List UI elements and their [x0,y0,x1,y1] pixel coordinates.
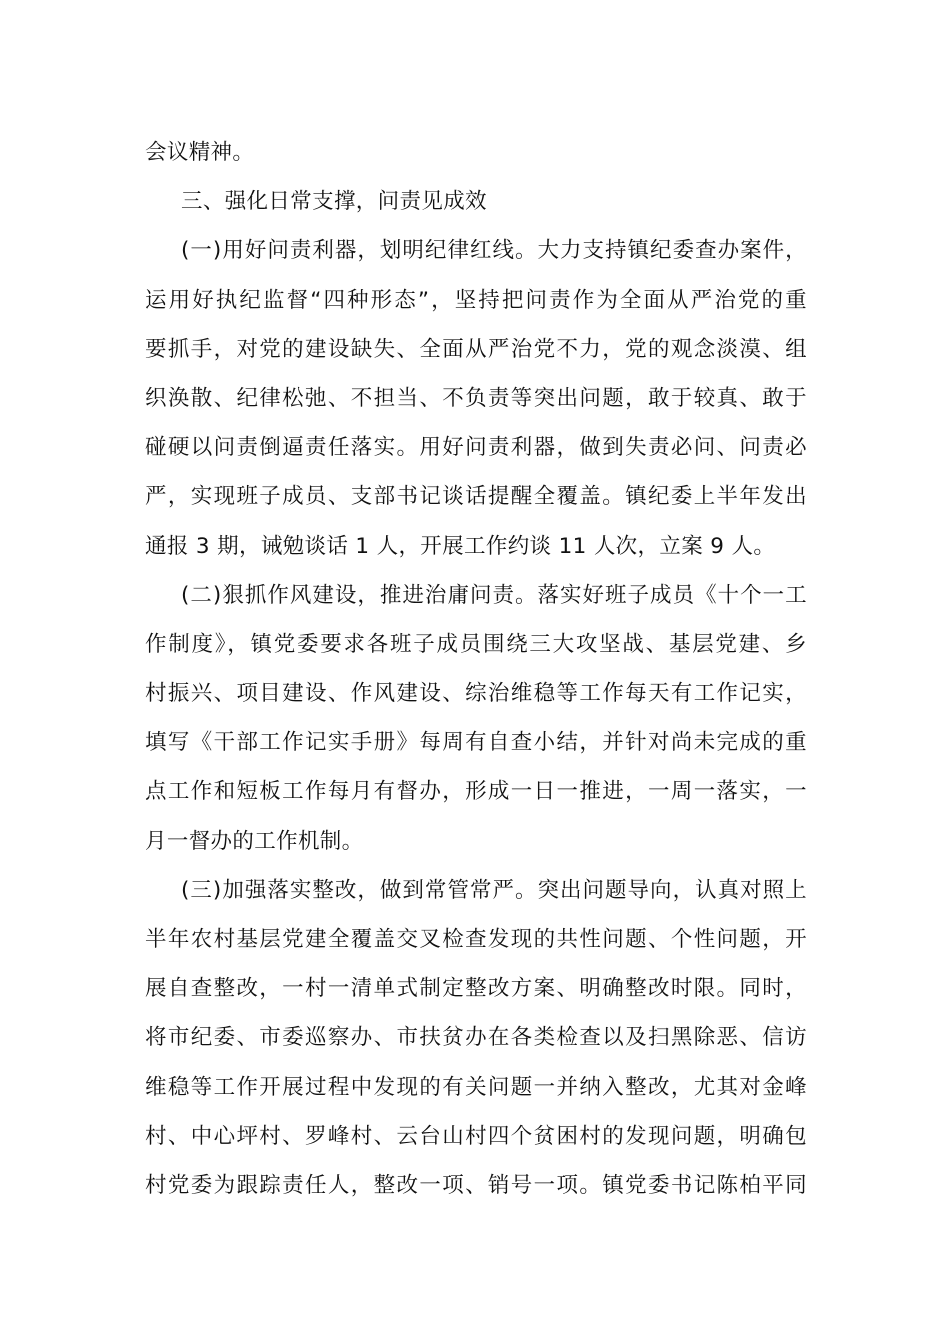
text-line: 要抓手，对党的建设缺失、全面从严治党不力，党的观念淡漠、组 [145,336,807,362]
text-line: 维稳等工作开展过程中发现的有关问题一并纳入整改，尤其对金峰 [145,1074,807,1100]
text-line: 将市纪委、市委巡察办、市扶贫办在各类检查以及扫黑除恶、信访 [145,1025,807,1051]
text-line: 月一督办的工作机制。 [145,828,364,854]
text-line: 展自查整改，一村一清单式制定整改方案、明确整改时限。同时， [145,976,807,1002]
text-line: 三、强化日常支撑，问责见成效 [181,189,487,215]
text-line: 运用好执纪监督“四种形态”，坚持把问责作为全面从严治党的重 [145,287,807,313]
text-line: (三)加强落实整改，做到常管常严。突出问题导向，认真对照上 [181,877,807,903]
text-line: (一)用好问责利器，划明纪律红线。大力支持镇纪委查办案件， [181,238,807,264]
text-line: 通报 3 期，诫勉谈话 1 人，开展工作约谈 11 人次，立案 9 人。 [145,533,776,559]
text-line: 严，实现班子成员、支部书记谈话提醒全覆盖。镇纪委上半年发出 [145,484,807,510]
text-line: 作制度》，镇党委要求各班子成员围绕三大攻坚战、基层党建、乡 [145,631,807,657]
text-line: 会议精神。 [145,140,255,165]
document-body [145,128,807,1210]
text-line: 织涣散、纪律松弛、不担当、不负责等突出问题，敢于较真、敢于 [145,385,807,411]
text-line: 点工作和短板工作每月有督办，形成一日一推进，一周一落实，一 [145,779,807,805]
text-line: (二)狠抓作风建设，推进治庸问责。落实好班子成员《十个一工 [181,582,807,608]
text-line: 村党委为跟踪责任人，整改一项、销号一项。镇党委书记陈柏平同 [145,1172,807,1198]
text-line: 碰硬以问责倒逼责任落实。用好问责利器，做到失责必问、问责必 [145,435,807,461]
text-line: 村振兴、项目建设、作风建设、综治维稳等工作每天有工作记实， [145,681,807,707]
text-line: 半年农村基层党建全覆盖交叉检查发现的共性问题、个性问题，开 [145,927,807,952]
text-line: 村、中心坪村、罗峰村、云台山村四个贫困村的发现问题，明确包 [145,1123,807,1149]
text-line: 填写《干部工作记实手册》每周有自查小结，并针对尚未完成的重 [145,730,807,756]
